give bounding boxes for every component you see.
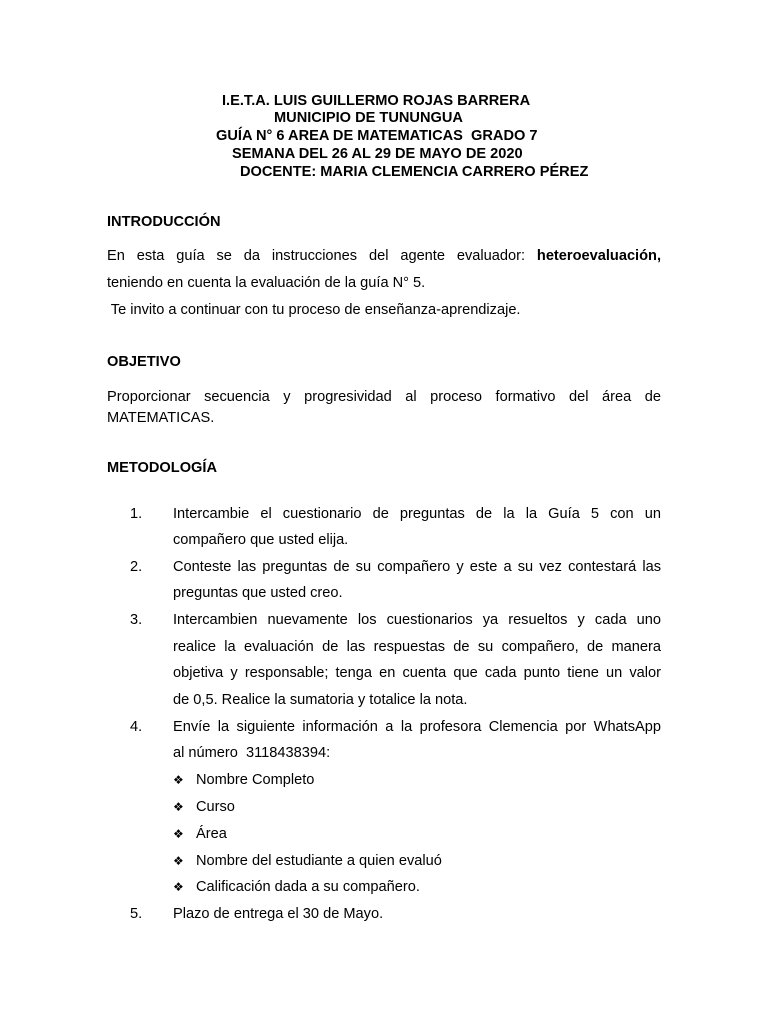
objective-line: Proporcionar secuencia y progresividad al proceso formativo del área de: [107, 389, 661, 405]
bullet-text: Curso: [196, 799, 235, 815]
school-name: I.E.T.A. LUIS GUILLERMO ROJAS BARRERA: [222, 93, 531, 109]
list-item-line: compañero que usted elija.: [173, 532, 349, 548]
bullet-item: [173, 879, 420, 895]
list-number: 1.: [130, 506, 143, 522]
teacher-name: DOCENTE: MARIA CLEMENCIA CARRERO PÉREZ: [240, 164, 589, 180]
list-item-line: realice la evaluación de las respuestas de su compañero, de manera: [173, 639, 661, 655]
intro-paragraph-line: [107, 248, 661, 264]
intro-bold-term: heteroevaluación,: [536, 248, 661, 264]
bullet-text: Nombre Completo: [196, 772, 315, 788]
diamond-bullet-icon: ❖: [173, 880, 184, 894]
intro-invitation: Te invito a continuar con tu proceso de enseñanza-aprendizaje.: [107, 302, 521, 318]
diamond-bullet-icon: ❖: [173, 800, 184, 814]
bullet-item: [173, 853, 442, 869]
intro-text: En esta guía se da instrucciones del agente evaluador:: [107, 248, 537, 264]
list-item-line: Plazo de entrega el 30 de Mayo.: [173, 906, 384, 922]
intro-heading: INTRODUCCIÓN: [107, 214, 221, 230]
list-number: 3.: [130, 612, 143, 628]
diamond-bullet-icon: ❖: [173, 773, 184, 787]
list-number: 5.: [130, 906, 143, 922]
list-item-line: Conteste las preguntas de su compañero y este a su vez contestará las: [173, 559, 661, 575]
list-number: 2.: [130, 559, 143, 575]
methodology-heading: METODOLOGÍA: [107, 460, 217, 476]
objective-line: MATEMATICAS.: [107, 410, 215, 426]
bullet-item: [173, 799, 235, 815]
week-dates: SEMANA DEL 26 AL 29 DE MAYO DE 2020: [232, 146, 523, 162]
list-item-line: de 0,5. Realice la sumatoria y totalice la nota.: [173, 692, 468, 708]
list-number: 4.: [130, 719, 143, 735]
municipality: MUNICIPIO DE TUNUNGUA: [274, 110, 463, 126]
objective-heading: OBJETIVO: [107, 354, 181, 370]
bullet-text: Área: [196, 826, 227, 842]
bullet-item: [173, 772, 314, 788]
list-item-line: Intercambien nuevamente los cuestionarios ya resueltos y cada uno: [173, 612, 661, 628]
list-item-line: objetiva y responsable; tenga en cuenta que cada punto tiene un valor: [173, 665, 661, 681]
list-item-line: Envíe la siguiente información a la profesora Clemencia por WhatsApp: [173, 719, 661, 735]
list-item-line: preguntas que usted creo.: [173, 585, 343, 601]
bullet-item: [173, 826, 227, 842]
bullet-text: Calificación dada a su compañero.: [196, 879, 420, 895]
list-item-line: al número 3118438394:: [173, 745, 331, 761]
diamond-bullet-icon: ❖: [173, 827, 184, 841]
bullet-text: Nombre del estudiante a quien evaluó: [196, 853, 442, 869]
guide-title: GUÍA N° 6 AREA DE MATEMATICAS GRADO 7: [216, 128, 538, 144]
intro-paragraph-line: teniendo en cuenta la evaluación de la guía N° 5.: [107, 275, 426, 291]
diamond-bullet-icon: ❖: [173, 854, 184, 868]
list-item-line: Intercambie el cuestionario de preguntas de la la Guía 5 con un: [173, 506, 661, 522]
